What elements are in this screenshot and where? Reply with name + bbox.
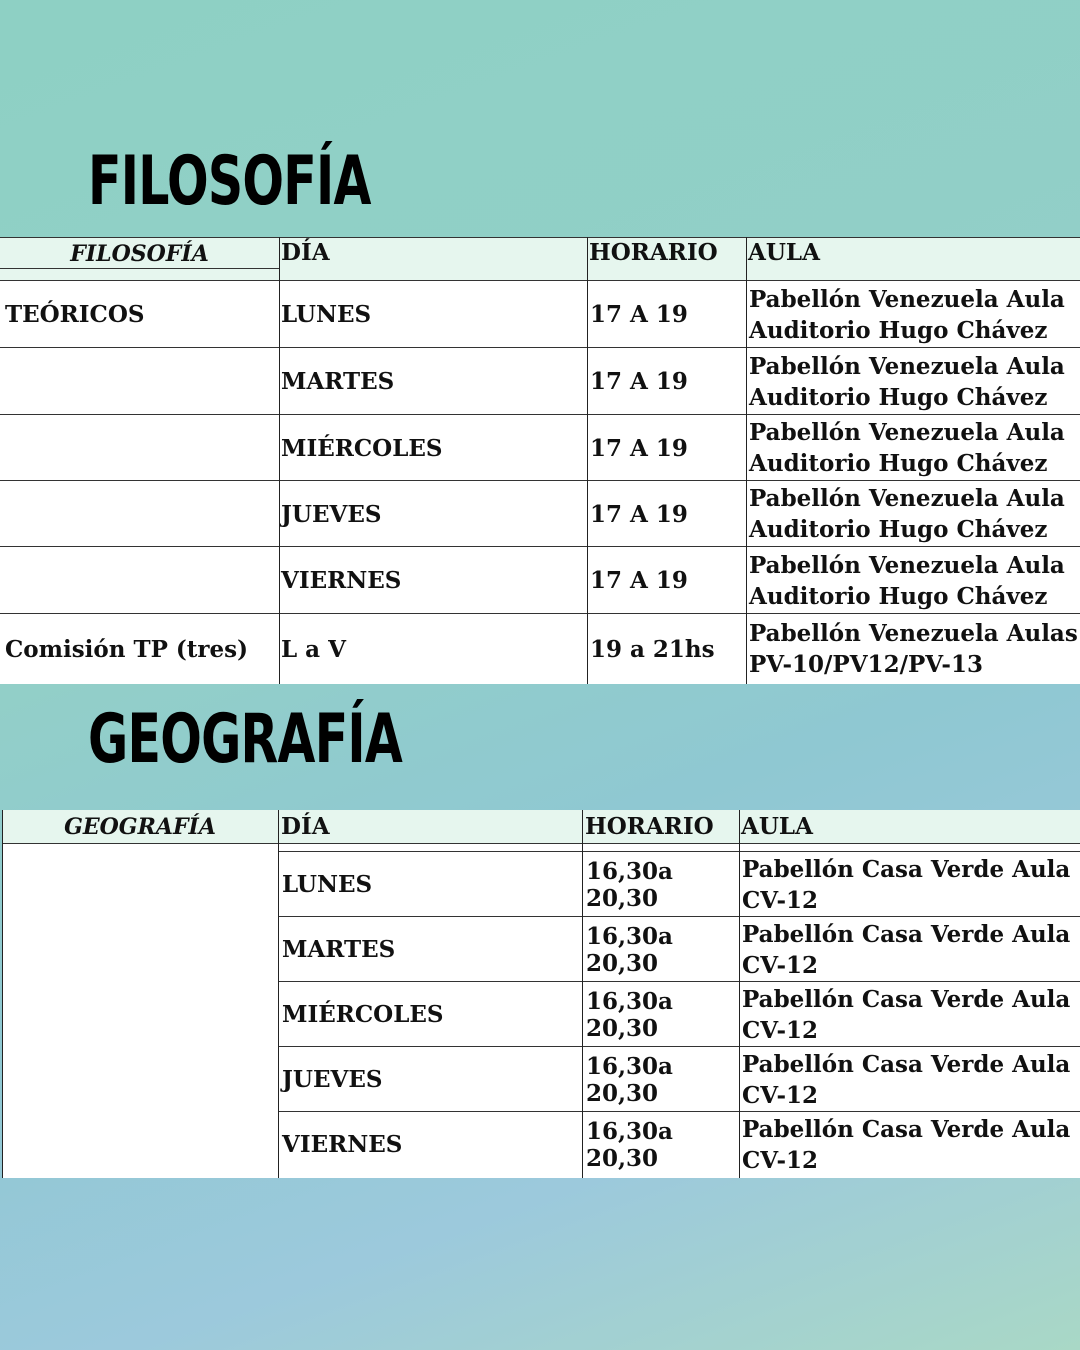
dia-label: MIÉRCOLES	[281, 434, 443, 462]
row-horario	[590, 415, 744, 481]
aula-line-1: Pabellón Venezuela Aulas	[749, 620, 1078, 647]
row-tipo	[5, 481, 277, 547]
table-row	[279, 852, 1080, 917]
tipo-label: Comisión TP (tres)	[5, 635, 248, 663]
header-horario	[589, 237, 746, 280]
horario-label: 17 A 19	[590, 567, 688, 594]
row-dia	[282, 1112, 580, 1177]
aula-line-2: CV-12	[742, 1016, 819, 1044]
dia-label: LUNES	[281, 301, 372, 328]
dia-label: MARTES	[282, 936, 396, 963]
aula-line-1: Pabellón Venezuela Aula	[749, 551, 1065, 579]
table-row	[279, 1112, 1080, 1177]
aula-line-1: Pabellón Casa Verde Aula	[742, 1115, 1071, 1143]
header-col1	[0, 237, 279, 280]
row-tipo	[5, 547, 277, 614]
aula-line-2: Auditorio Hugo Chávez	[749, 316, 1048, 344]
divider	[0, 268, 279, 269]
header-dia-label: DÍA	[281, 239, 330, 266]
aula-line-1: Pabellón Casa Verde Aula	[742, 1050, 1071, 1078]
dia-label: VIERNES	[282, 1131, 403, 1158]
table-row	[0, 415, 1080, 481]
row-aula	[742, 1112, 1080, 1177]
row-tipo	[5, 281, 277, 348]
row-tipo	[5, 415, 277, 481]
divider	[587, 237, 588, 684]
row-dia	[281, 481, 585, 547]
table-header	[0, 237, 1080, 280]
aula-line-1: Pabellón Venezuela Aula	[749, 485, 1065, 512]
horario-label: 17 A 19	[590, 500, 688, 528]
row-dia	[281, 348, 585, 415]
table-row	[0, 281, 1080, 348]
row-aula	[742, 917, 1080, 982]
header-aula	[741, 810, 1080, 843]
row-aula	[749, 348, 1080, 415]
dia-label: LUNES	[282, 871, 373, 898]
aula-line-1: Pabellón Venezuela Aula	[749, 419, 1065, 446]
table-row	[279, 917, 1080, 982]
row-horario	[586, 852, 740, 917]
table-header	[2, 810, 1080, 843]
aula-line-2: Auditorio Hugo Chávez	[749, 516, 1048, 543]
aula-line-1: Pabellón Casa Verde Aula	[742, 855, 1071, 883]
aula-line-1: Pabellón Venezuela Aula	[749, 285, 1065, 313]
horario-label: 16,30a 20,30	[586, 857, 673, 912]
table-row	[279, 1047, 1080, 1112]
header-aula	[748, 237, 1080, 280]
row-dia	[282, 1047, 580, 1112]
aula-line-2: Auditorio Hugo Chávez	[749, 383, 1048, 411]
section-title-geografia: GEOGRAFÍA	[88, 700, 403, 779]
table-row	[0, 481, 1080, 547]
row-horario	[590, 281, 744, 348]
table-row	[0, 547, 1080, 614]
header-horario-label: HORARIO	[585, 813, 714, 840]
horario-label: 16,30a 20,30	[586, 1052, 673, 1107]
header-horario	[585, 810, 739, 843]
header-dia-label: DÍA	[281, 813, 330, 840]
aula-line-2: PV-10/PV12/PV-13	[749, 651, 983, 678]
row-dia	[281, 614, 585, 684]
row-horario	[586, 982, 740, 1047]
row-horario	[590, 614, 744, 684]
dia-label: VIERNES	[281, 567, 402, 594]
dia-label: L a V	[281, 635, 346, 663]
divider	[582, 810, 583, 1178]
aula-line-1: Pabellón Casa Verde Aula	[742, 985, 1071, 1013]
divider	[279, 237, 280, 684]
header-col1	[2, 810, 278, 843]
row-dia	[281, 547, 585, 614]
header-col1-label: FILOSOFÍA	[70, 241, 209, 267]
row-dia	[282, 852, 580, 917]
row-horario	[590, 348, 744, 415]
row-aula	[742, 982, 1080, 1047]
aula-line-2: Auditorio Hugo Chávez	[749, 450, 1048, 477]
divider	[2, 810, 3, 1178]
section-title-filosofia: FILOSOFÍA	[88, 142, 371, 221]
aula-line-2: Auditorio Hugo Chávez	[749, 582, 1048, 610]
row-tipo	[5, 614, 277, 684]
row-tipo	[5, 348, 277, 415]
divider	[746, 237, 747, 684]
row-horario	[586, 1047, 740, 1112]
horario-label: 16,30a 20,30	[586, 1117, 673, 1172]
aula-line-2: CV-12	[742, 886, 819, 914]
header-aula-label: AULA	[748, 239, 820, 266]
divider	[2, 843, 1080, 844]
row-dia	[282, 982, 580, 1047]
row-aula	[749, 415, 1080, 481]
table-row	[279, 982, 1080, 1047]
divider	[0, 237, 1080, 238]
divider	[278, 810, 279, 1178]
header-dia	[281, 810, 581, 843]
aula-line-2: CV-12	[742, 1081, 819, 1109]
horario-label: 17 A 19	[590, 301, 688, 328]
row-dia	[282, 917, 580, 982]
dia-label: MIÉRCOLES	[282, 1001, 444, 1028]
row-aula	[749, 614, 1080, 684]
header-dia	[281, 237, 587, 280]
tipo-label: TEÓRICOS	[5, 301, 145, 328]
horario-label: 16,30a 20,30	[586, 922, 673, 977]
row-horario	[586, 1112, 740, 1177]
table-row	[0, 348, 1080, 415]
row-aula	[749, 281, 1080, 348]
horario-label: 19 a 21hs	[590, 635, 715, 663]
aula-line-1: Pabellón Casa Verde Aula	[742, 920, 1071, 948]
horario-label: 16,30a 20,30	[586, 987, 673, 1042]
dia-label: JUEVES	[282, 1066, 383, 1093]
aula-line-1: Pabellón Venezuela Aula	[749, 352, 1065, 380]
geografia-table	[2, 810, 1080, 1178]
row-dia	[281, 281, 585, 348]
table-row	[0, 614, 1080, 684]
aula-line-2: CV-12	[742, 1146, 819, 1174]
row-dia	[281, 415, 585, 481]
header-col1-label: GEOGRAFÍA	[64, 813, 216, 840]
dia-label: JUEVES	[281, 500, 382, 528]
horario-label: 17 A 19	[590, 368, 688, 395]
row-aula	[749, 481, 1080, 547]
header-aula-label: AULA	[741, 813, 813, 840]
dia-label: MARTES	[281, 368, 395, 395]
row-horario	[590, 481, 744, 547]
aula-line-2: CV-12	[742, 951, 819, 979]
row-horario	[586, 917, 740, 982]
row-aula	[742, 1047, 1080, 1112]
row-horario	[590, 547, 744, 614]
divider	[739, 810, 740, 1178]
row-aula	[749, 547, 1080, 614]
header-horario-label: HORARIO	[589, 239, 718, 266]
row-aula	[742, 852, 1080, 917]
filosofia-table	[0, 237, 1080, 684]
horario-label: 17 A 19	[590, 434, 688, 462]
